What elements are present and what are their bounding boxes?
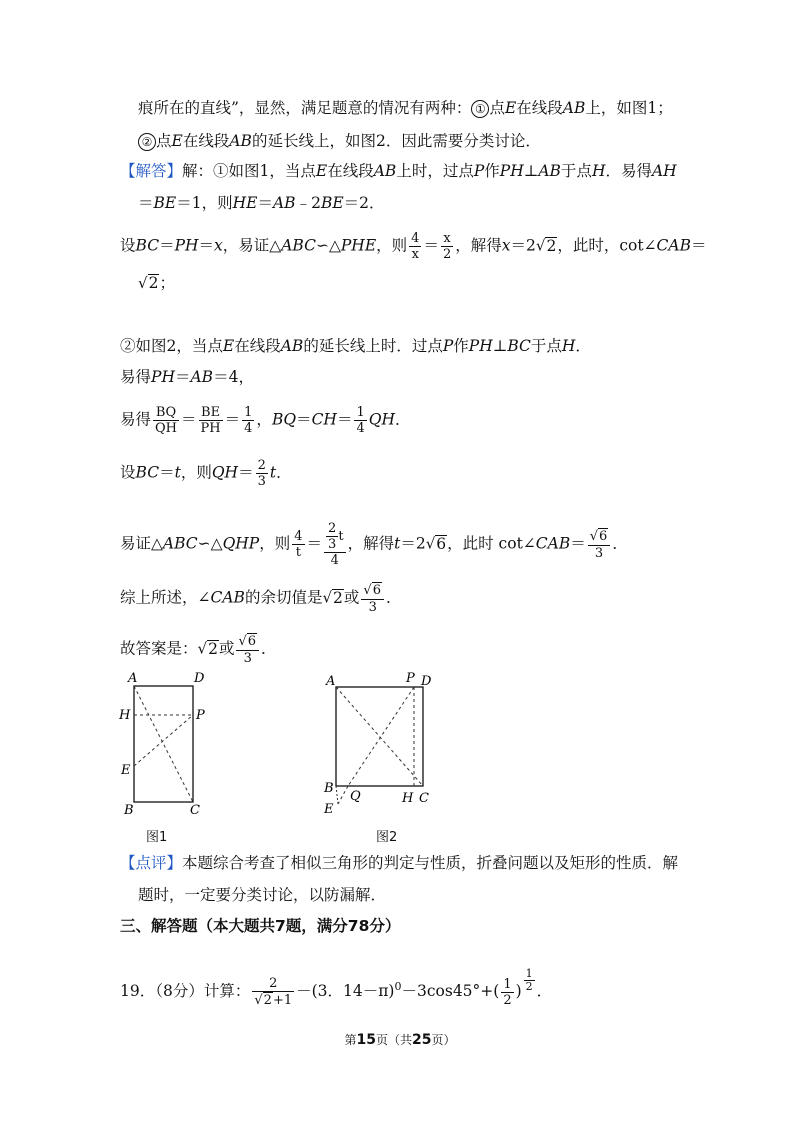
label-A: A xyxy=(128,671,138,686)
comment-line-2: 题时，一定要分类讨论，以防漏解． xyxy=(138,886,387,904)
sqrt: 2 xyxy=(546,236,557,255)
label-P: P xyxy=(196,708,205,723)
sqrt: 6 xyxy=(436,534,447,553)
page-footer: 第15页（共25页） xyxy=(344,1032,456,1048)
solution-line-8: 设BC＝t，则QH＝ $\frac{2}{3}$ t． xyxy=(120,458,292,489)
fraction: $\frac{4}{x}$ xyxy=(411,231,420,262)
solution-line-7: 易得 $\frac{BQ}{QH}$ ＝ $\frac{BE}{PH}$ ＝ $\frac{1}{4}$ ，BQ＝CH＝ $\frac{1}{4}$ QH． xyxy=(120,405,411,436)
text-line-2: ② 点E在线段AB的延长线上，如图2．因此需要分类讨论． xyxy=(138,130,541,152)
fraction: $\frac{1}{4}$ xyxy=(356,405,365,436)
label-Q: Q xyxy=(350,789,361,804)
fraction: $\frac{BQ}{QH}$ xyxy=(155,405,178,436)
label-D: D xyxy=(194,671,205,686)
solution-line-4: √2； xyxy=(138,274,175,292)
label-C: C xyxy=(419,791,429,806)
circled-one: ① xyxy=(471,100,489,118)
solution-line-2: ＝BE＝1，则HE＝AB﹣2BE＝2． xyxy=(138,194,385,212)
figure-2-caption: 图2 xyxy=(376,830,398,845)
solution-line-10: 综上所述，∠CAB的余切值是√2或 $\frac{√6}{3}$ ． xyxy=(120,583,402,615)
section-heading: 三、解答题（本大题共7题，满分78分） xyxy=(120,917,401,935)
fraction: $\frac{1}{2}$ xyxy=(503,976,512,1008)
comment-tag: 【点评】 xyxy=(120,854,183,872)
exponent-fraction: $\frac{1}{2}$ xyxy=(525,967,533,993)
sqrt: 2 xyxy=(333,588,343,607)
fraction: $\frac{1}{4}$ xyxy=(244,405,253,436)
solution-line-6: 易得PH＝AB＝4， xyxy=(120,368,254,386)
page-number: 15 xyxy=(356,1032,376,1048)
label-E: E xyxy=(324,802,334,817)
label-H: H xyxy=(119,708,131,723)
page-total: 25 xyxy=(412,1032,432,1048)
label-D: D xyxy=(421,674,432,689)
figure-1 xyxy=(112,670,222,825)
fraction: $\frac{2}{3}$ xyxy=(257,458,266,489)
label-E: E xyxy=(121,763,131,778)
fraction: $\frac{√6}{3}$ xyxy=(236,633,259,666)
solution-line-1: 【解答】解：①如图1，当点E在线段AB上时，过点P作PH⊥AB于点H．易得AH xyxy=(120,162,677,180)
label-B: B xyxy=(124,803,134,818)
fraction: $\frac{4}{t}$ xyxy=(294,529,303,560)
solution-line-3: 设BC＝PH＝x，易证△ABC∽△PHE，则 $\frac{4}{x}$ ＝ $\frac{x}{2}$ ，解得x＝2√2，此时，cot∠CAB＝ xyxy=(120,231,707,262)
fraction: $\frac{√6}{3}$ xyxy=(588,528,611,561)
label-B: B xyxy=(324,781,334,796)
sqrt: 2 xyxy=(208,639,218,658)
solution-line-5: ②如图2，当点E在线段AB的延长线上时．过点P作PH⊥BC于点H． xyxy=(120,337,591,355)
fraction: $\frac{√6}{3}$ xyxy=(361,582,384,615)
fraction: $\frac{x}{2}$ xyxy=(442,231,452,262)
label-C: C xyxy=(190,803,200,818)
answer-tag: 【解答】 xyxy=(120,162,183,180)
question-19: 19．（8分）计算： $\frac{2}{√2+1}$ －(3．14－π)$^0$－3cos45°+( $\frac{1}{2}$ ) $\frac{1}{2}$ ． xyxy=(120,967,553,1008)
fraction: $\frac{2}{√2+1}$ xyxy=(254,975,293,1008)
sqrt: 2 xyxy=(148,274,159,292)
compound-fraction: $\frac{2}{3}$ t 4 xyxy=(324,521,346,568)
figure-2 xyxy=(318,670,443,825)
solution-line-9: 易证△ABC∽△QHP，则 $\frac{4}{t}$ ＝ $\frac{2}{3}$ t 4 ，解得t＝2√6，此时 cot∠CAB＝ $\frac{√6}{3}$ ． xyxy=(120,521,628,568)
answer-line: 故答案是：√2或 $\frac{√6}{3}$ ． xyxy=(120,634,277,666)
comment-line-1: 【点评】本题综合考查了相似三角形的判定与性质，折叠问题以及矩形的性质．解 xyxy=(120,854,679,872)
label-H: H xyxy=(402,791,414,806)
circled-two: ② xyxy=(138,133,156,151)
label-P: P xyxy=(406,671,415,686)
label-A: A xyxy=(326,674,336,689)
fraction: $\frac{BE}{PH}$ xyxy=(200,405,221,436)
figure-1-caption: 图1 xyxy=(146,830,168,845)
text-line-1: 痕所在的直线”，显然，满足题意的情况有两种： ① 点E在线段AB上，如图1； xyxy=(138,99,673,117)
